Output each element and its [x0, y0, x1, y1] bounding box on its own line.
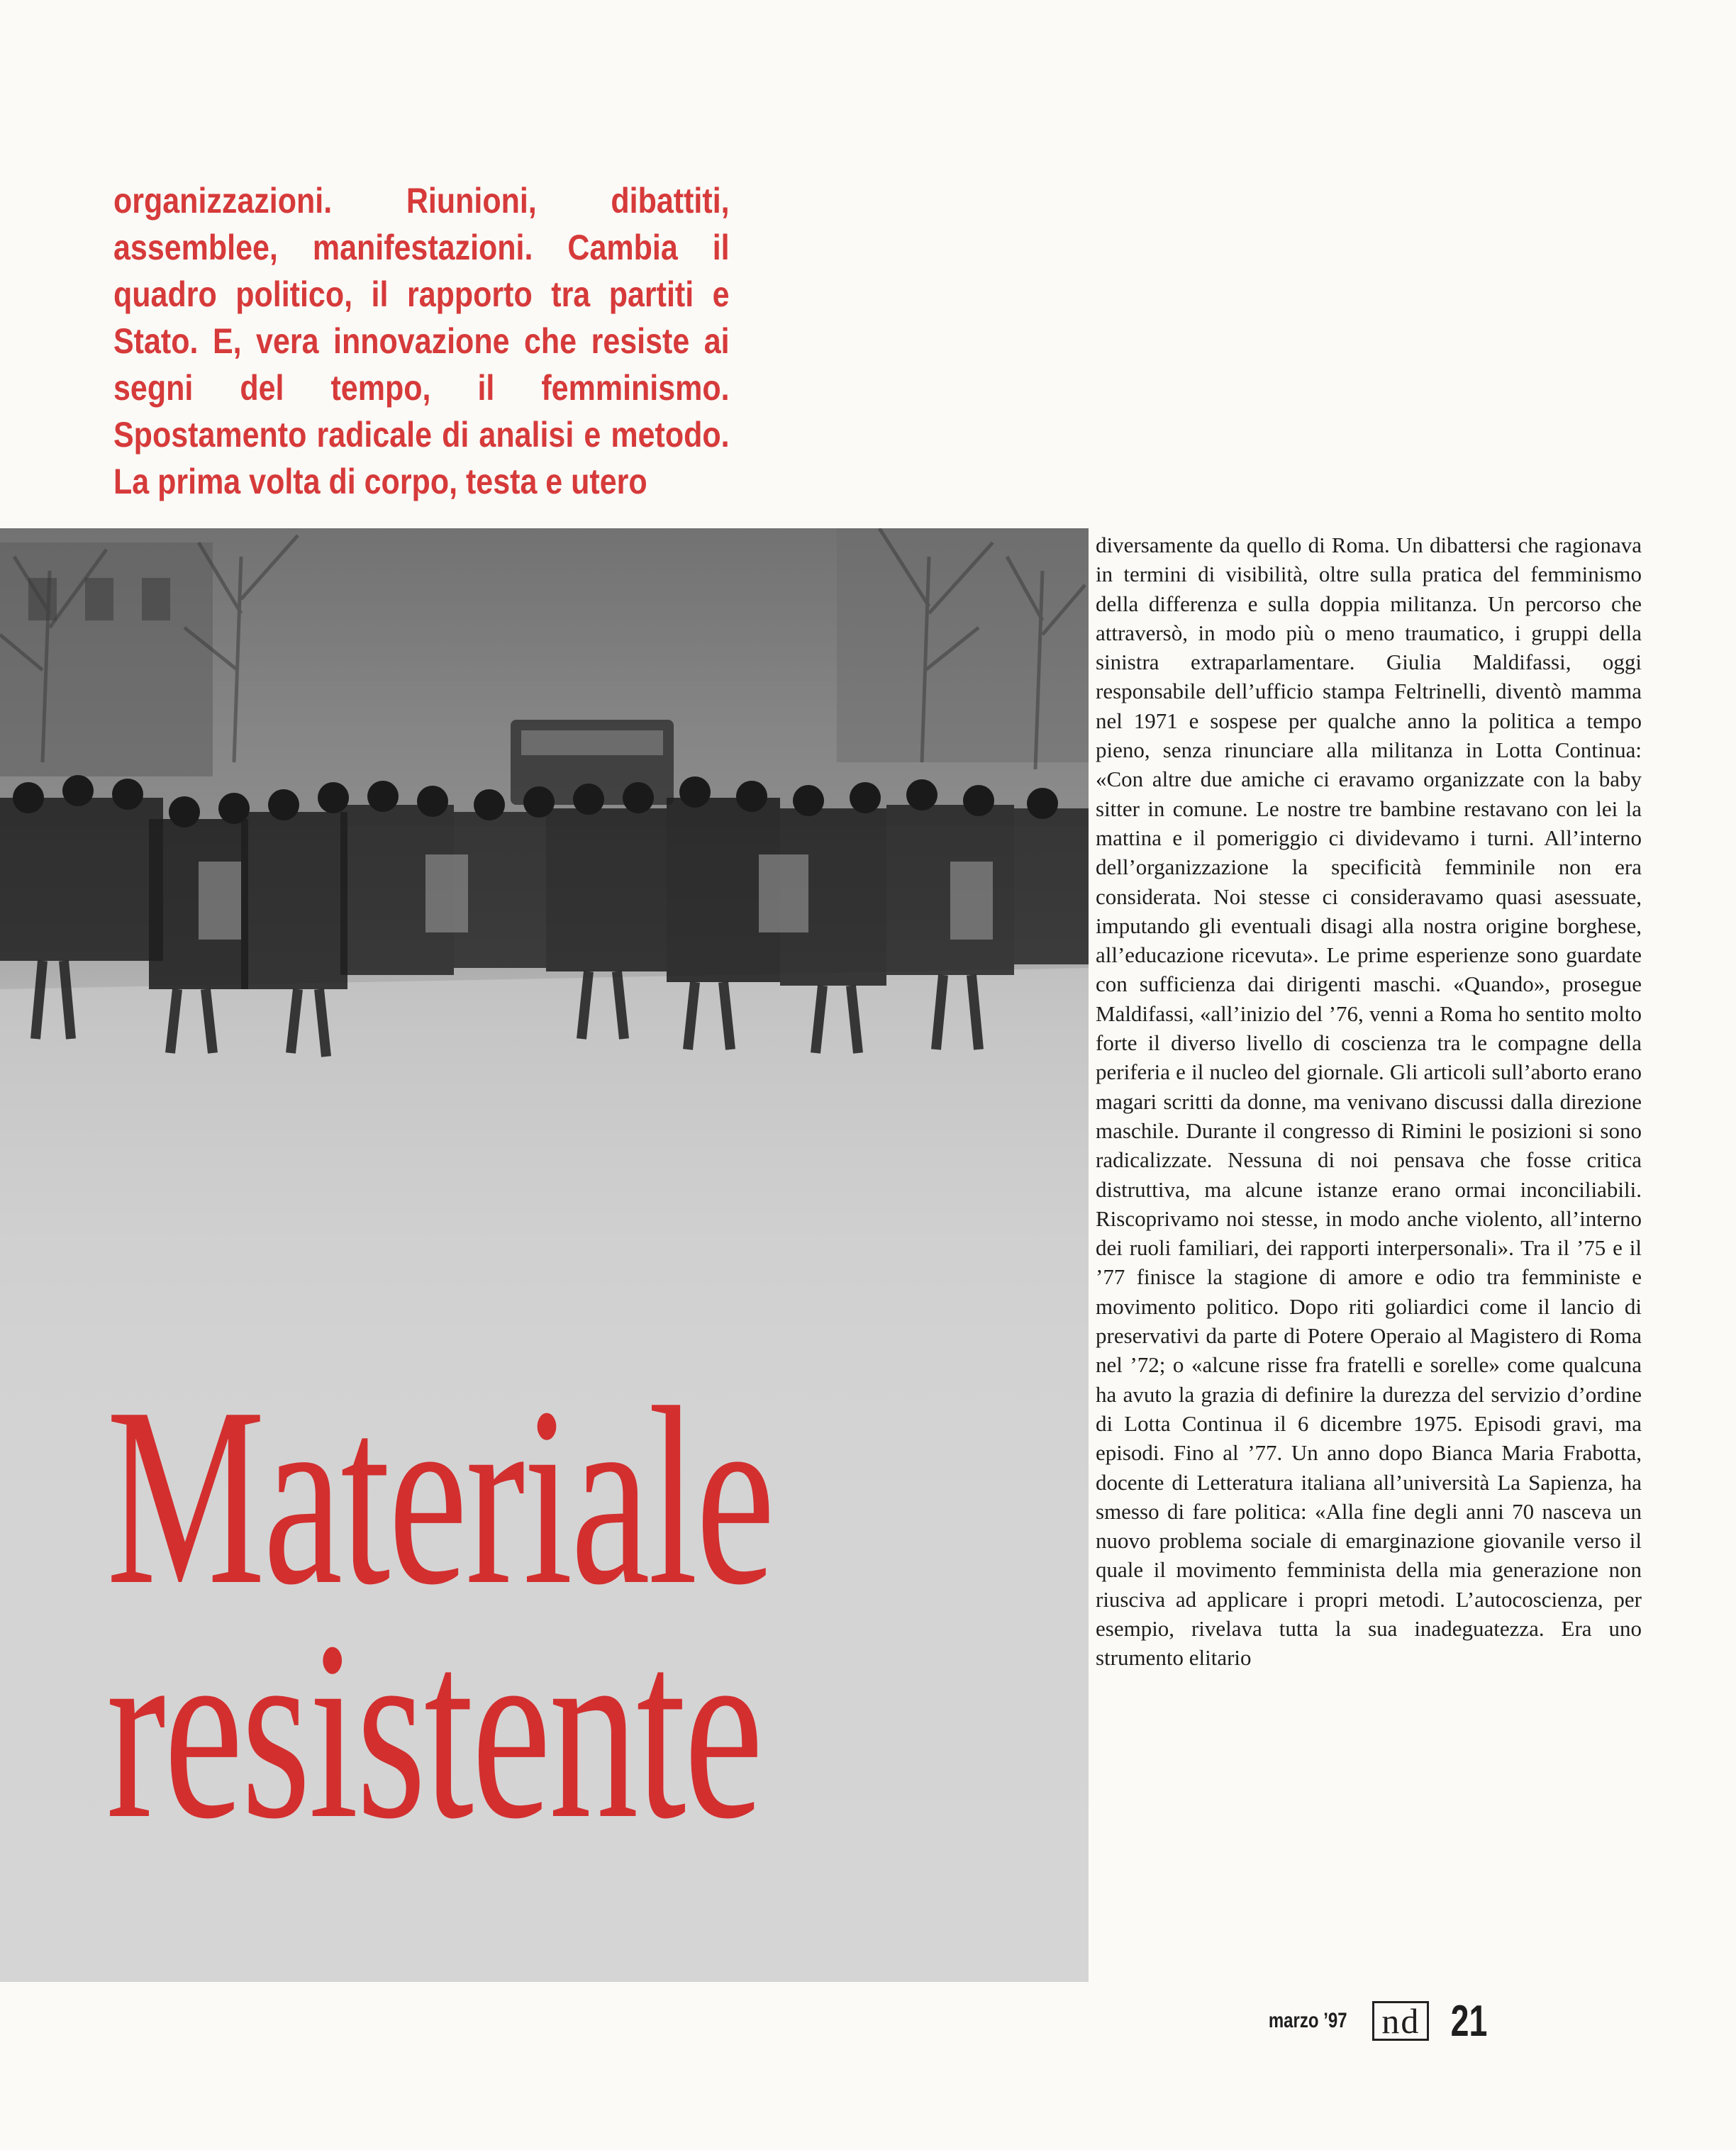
issue-date: marzo ’97: [1268, 2009, 1347, 2032]
page-footer: [1259, 1993, 1493, 2049]
headline-line-2: resistente: [106, 1588, 762, 1871]
bleed-through-text: [766, 106, 1638, 503]
headline: [106, 1354, 811, 1871]
headline-line-1: Materiale: [106, 1354, 774, 1637]
article-body: diversamente da quello di Roma. Un dibattersi che ragionava in termini di visibilità, oltre sulla pratica del femminismo della differenza e sulla doppia militanza. Un percorso che attraversò, in modo più o meno traumatico, i gruppi della sinistra extraparlamentare. Giulia Maldifassi, oggi responsabile dell’ufficio stampa Feltrinelli, diventò mamma nel 1971 e sospese per qualche anno la politica a tempo pieno, senza rinunciare alla militanza in Lotta Continua: «Con altre due amiche ci eravamo organizzate con la baby sitter in comune. Le nostre tre bambine restavano con lei la mattina e il pomeriggio ci dividevamo i turni. All’interno dell’organizzazione la specificità femminile non era considerata. Noi stesse ci consideravamo quasi asessuate, imputando gli eventuali disagi alla nostra origine borghese, all’educazione ricevuta». Le prime esperienze sono guardate con sufficienza dai dirigenti maschi. «Quando», prosegue Maldifassi, «all’inizio del ’76, venni a Roma ho sentito molto forte il diverso livello di coscienza tra le compagne della periferia e il nucleo del giornale. Gli articoli sull’aborto erano magari scritti da donne, ma venivano discussi dalla direzione maschile. Durante il congresso di Rimini le posizioni si sono radicalizzate. Nessuna di noi pensava che fosse critica distruttiva, ma alcune istanze erano ormai inconciliabili. Riscoprivamo noi stesse, in modo anche violento, all’interno dei ruoli familiari, dei rapporti interpersonali». Tra il ’75 e il ’77 finisce la stagione di amore e odio tra femministe e movimento politico. Dopo riti goliardici come il lancio di preservativi da parte di Potere Operaio al Magistero di Roma nel ’72; o «alcune risse fra fratelli e sorelle» come qualcuna ha avuto la grazia di definire la durezza del servizio d’ordine di Lotta Continua il 6 dicembre 1975. Episodi gravi, ma episodi. Fino al ’77. Un anno dopo Bianca Maria Frabotta, docente di Letteratura italiana all’università La Sapienza, ha smesso di fare politica: «Alla fine degli anni 70 nasceva un nuovo problema sociale di emarginazione giovanile verso il quale il movimento femminista della mia generazione non riusciva ad applicare i propri metodi. L’autocoscienza, per esempio, rivelava tutta la sua inadeguatezza. Era uno strumento elitario: [1096, 533, 1642, 1671]
page-number: 21: [1451, 1996, 1488, 2046]
article-column: [1096, 530, 1642, 1673]
intro-deck: organizzazioni. Riunioni, dibattiti, assemblee, manifestazioni. Cambia il quadro politico, il rapporto tra partiti e Stato. E, vera innovazione che resiste ai segni del tempo, il femminismo. Spostamento radicale di analisi e metodo. La prima volta di corpo, testa e utero: [113, 181, 730, 501]
magazine-logo: nd: [1372, 2001, 1429, 2041]
